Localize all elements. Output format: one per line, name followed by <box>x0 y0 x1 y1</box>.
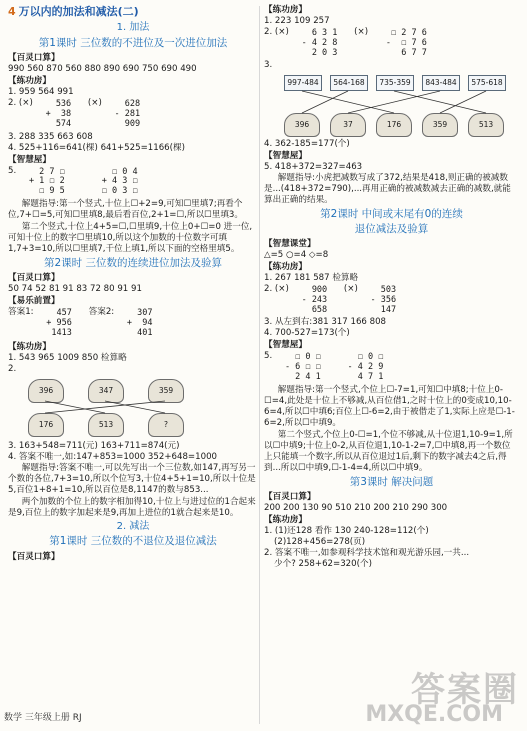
r2-answer-2: 2. (×) 900 - 243 658 (×) 503 - 356 147 <box>264 284 397 315</box>
box-calc-2: ☐ 0 4 + 4 3 ☐ ☐ 0 3 ☐ <box>101 166 138 197</box>
matching-figure-left <box>8 377 258 439</box>
tag-practice-2: 【 练功房 】 <box>8 342 51 353</box>
answer-2: 2. (×) 536 + 38 574 (×) 628 - 281 909 <box>8 98 141 129</box>
chapter-title: 4 万以内的加法和减法(二) <box>8 5 139 18</box>
r2-answer-3: 3. 从左到右:381 317 166 808 <box>264 317 387 328</box>
r2-vertical-calc-1: 900 - 243 658 <box>301 285 328 315</box>
card-4: 843-484 <box>422 75 460 91</box>
answer-5: 5. 2 7 ☐ + 1 ☐ 2 ☐ 9 5 ☐ 0 4 + 4 3 ☐ ☐ 0 3 ☐ <box>8 165 138 197</box>
right-column <box>264 4 519 570</box>
section-subtraction: 2. 减法 <box>116 520 150 532</box>
symbol-answers: △=5 ○=4 ◇=8 <box>264 250 329 261</box>
guidance-4: 两个加数的个位上的数字相加得10,十位上与进过位的1合起来是9,百位上的数字加起来是9,再加上进位的1就合起来是10。 <box>8 496 256 518</box>
tag-wisdom: 【 智慧屋 】 <box>8 155 51 166</box>
left-column <box>8 4 258 563</box>
r-vertical-calc-1: 6 3 1 - 4 2 8 2 0 3 <box>301 28 338 58</box>
tag-preview: 【 易乐前置 】 <box>8 296 60 307</box>
lesson-2-title: 第2课时 三位数的连续进位加法及验算 <box>43 256 223 269</box>
tag-oral-calc: 【 百灵口算 】 <box>8 53 60 64</box>
r2-vertical-calc-2: 503 - 356 147 <box>370 285 397 315</box>
r-guidance-1: 解题指导:小虎把减数写成了372,结果是418,则正确的被减数是...(418+372=790),...再用正确的被减数减去正确的减数,就能算出正确的结果。 <box>264 173 511 206</box>
r2-answer-5: 5. ☐ 0 ☐ - 6 ☐ ☐ 2 4 1 ☐ 0 ☐ - 4 2 9 4 7 1 <box>264 351 384 382</box>
section-addition: 1. 加法 <box>116 22 150 34</box>
card-1: 997-484 <box>284 75 322 91</box>
answer-4: 4. 525+116=641(棵) 641+525=1166(棵) <box>8 142 185 153</box>
card-5: 575-618 <box>468 75 506 91</box>
guidance-3: 解题指导:答案不唯一,可以先写出一个三位数,如147,再写另一个数的各位,7+3=10,所以个位写3,十位4+5+1=10,所以十位是5,百位1+8+1=10,所以百位是8,1147的数与853... <box>8 462 256 495</box>
answer-2-1: 1. 543 965 1009 850 检算略 <box>8 352 127 363</box>
lesson-1-title: 第1课时 三位数的不进位及一次进位加法 <box>38 36 228 49</box>
r-oral-calc-answers: 200 200 130 90 510 210 200 210 290 300 <box>264 503 448 514</box>
r-answer-4: 4. 362-185=177(个) <box>264 139 350 150</box>
rcritter-1: 396 <box>284 113 320 137</box>
tag-wisdom-class: 【 智慧课堂 】 <box>264 239 316 250</box>
answer-3: 3. 288 335 663 608 <box>8 131 93 142</box>
r3-answer-2: 2. 答案不唯一,如参观科学技术馆和观光游乐园,一共... <box>264 548 470 559</box>
answer-1: 1. 959 564 991 <box>8 87 74 98</box>
answer-2-3: 3. 163+548=711(元) 163+711=874(元) <box>8 440 180 451</box>
preview-answers: 答案1: 457 + 956 1413 答案2: 307 + 94 401 <box>8 307 153 338</box>
page-footer: 数学 三年级上册 RJ <box>4 713 82 724</box>
oral-calc-answers: 990 560 870 560 880 890 690 750 690 490 <box>8 64 197 75</box>
matching-figure-right <box>264 73 519 137</box>
critter-3: 359 <box>148 379 184 403</box>
r2-answer-4: 4. 700-527=173(个) <box>264 328 350 339</box>
tag-practice: 【 练功房 】 <box>8 76 51 87</box>
oral-calc-answers-2: 50 74 52 81 91 83 72 80 91 91 <box>8 284 142 295</box>
column-divider <box>259 6 260 724</box>
tag-practice-r: 【 练功房 】 <box>264 5 307 16</box>
tag-oral-calc-r: 【 百灵口算 】 <box>264 492 316 503</box>
tag-oral-calc-3: 【 百灵口算 】 <box>8 552 60 563</box>
guidance-1: 解题指导:第一个竖式,十位上☐+2=9,可知☐里填7;再看个位,7+☐=5,可知☐里填8,最后看百位,2+1=☐,所以☐里填3。 <box>8 198 243 220</box>
r3-answer-2b: 少个? 258+62=320(个) <box>274 559 372 570</box>
vertical-calc-2: 628 - 281 909 <box>114 99 141 129</box>
watermark-logo: 答案圈 <box>411 670 519 711</box>
answer-2-4: 4. 答案不唯一,如:147+853=1000 352+648=1000 <box>8 451 218 462</box>
r3-answer-1: 1. (1)还128 看作 130 240-128=112(个) <box>264 526 429 537</box>
tag-wisdom-r: 【 智慧屋 】 <box>264 151 307 162</box>
r2-answer-1: 1. 267 181 587 检算略 <box>264 273 359 284</box>
rcritter-4: 359 <box>422 113 458 137</box>
tag-practice-r2: 【 练功房 】 <box>264 262 307 273</box>
r-vertical-calc-2: ☐ 2 7 6 - ☐ 7 6 6 7 7 <box>385 28 427 58</box>
lesson-4-title-a: 第2课时 中间或末尾有0的连续 <box>320 208 463 221</box>
matching-lines <box>8 377 238 439</box>
critter-5: 513 <box>88 413 124 437</box>
rcritter-3: 176 <box>376 113 412 137</box>
critter-4: 176 <box>28 413 64 437</box>
rcritter-2: 37 <box>330 113 366 137</box>
tag-wisdom-r3: 【 智慧屋 】 <box>264 340 307 351</box>
lesson-3-title: 第1课时 三位数的不退位及退位减法 <box>49 535 217 548</box>
preview-calc-2: 307 + 94 401 <box>126 308 153 338</box>
critter-2: 347 <box>88 379 124 403</box>
matching-lines-right <box>264 73 519 137</box>
lesson-4-title-b: 退位减法及验算 <box>354 222 429 235</box>
r2-box-calc-2: ☐ 0 ☐ - 4 2 9 4 7 1 <box>347 352 384 382</box>
answer-2-2: 2. 396 347 359 176 513 ? <box>8 364 258 439</box>
vertical-calc-1: 536 + 38 574 <box>45 99 72 129</box>
r-answer-1: 1. 223 109 257 <box>264 16 330 26</box>
card-2: 564-168 <box>330 75 368 91</box>
lesson-5-title: 第3课时 解决问题 <box>349 475 434 488</box>
r-guidance-3: 第二个竖式,个位上0-☐=1,个位不够减,从十位退1,10-9=1,所以☐中填9;十位上0-2,从百位退1,10-1-2=7,☐中填8,再一个数位上只能填一个数字,所以从百位退过1后,剩下的数字减去4之后,得到...所以☐中填9,☐-1-4=4,所以☐中填9。 <box>264 429 513 473</box>
box-calc-1: 2 7 ☐ + 1 ☐ 2 ☐ 9 5 <box>28 166 65 197</box>
r-answer-2: 2. (×) 6 3 1 - 4 2 8 2 0 3 (×) ☐ 2 7 6 - ☐ 7 6 6 7 7 <box>264 27 427 58</box>
preview-calc-1: 457 + 956 1413 <box>46 308 72 338</box>
watermark-url: MXQE.COM <box>365 701 503 727</box>
r-answer-5: 5. 418+372=327=463 <box>264 162 363 173</box>
critter-6: ? <box>148 413 184 437</box>
r3-answer-1b: (2)128+456=278(页) <box>274 537 366 548</box>
critter-1: 396 <box>28 379 64 403</box>
tag-oral-calc-2: 【 百灵口算 】 <box>8 273 60 284</box>
r2-box-calc-1: ☐ 0 ☐ - 6 ☐ ☐ 2 4 1 <box>284 352 321 382</box>
tag-practice-r3: 【 练功房 】 <box>264 515 307 526</box>
r-answer-3: 3. 997-484 564-168 735-359 843-484 575-618 396 37 176 359 513 <box>264 60 519 137</box>
r-guidance-2: 解题指导:第一个竖式,个位上☐-7=1,可知☐中填8;十位上0-☐=4,此处是十位上不够减,从百位借1,之时十位上的0变成10,10-6=4,所以☐中填6;百位上☐-6=2,由于被借走了1,实际上应是☐-1-6=2,所以☐中填9。 <box>264 384 515 428</box>
guidance-2: 第二个竖式,十位上4+5=☐,☐里填9,十位上0+☐=0 进一位,可知十位上的数字☐里填10,所以这个加数的十位数字可填1,7+3=10,所以☐里填7,千位上填1,所以下面的空格里填5。 <box>8 221 253 254</box>
rcritter-5: 513 <box>468 113 504 137</box>
card-3: 735-359 <box>376 75 414 91</box>
